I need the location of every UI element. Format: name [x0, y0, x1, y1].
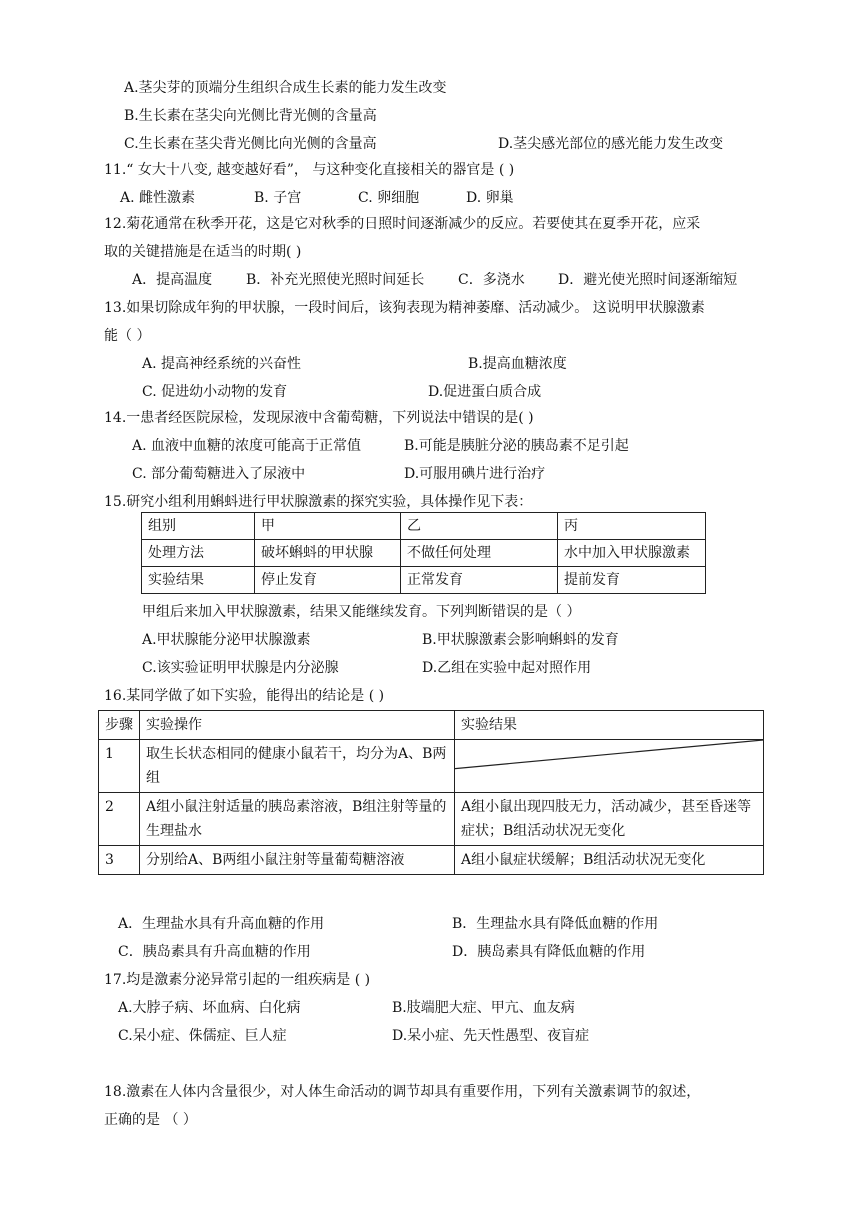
q18-stem-line1: 18.激素在人体内含量很少，对人体生命活动的调节却具有重要作用，下列有关激素调节的叙述，	[104, 1084, 701, 1100]
table-cell: 取生长状态相同的健康小鼠若干，均分为A、B两组	[140, 740, 455, 793]
table-cell-empty-diagonal	[455, 740, 764, 793]
q12-option-c: C．多浇水	[458, 272, 525, 288]
table-cell: 乙	[401, 513, 558, 540]
q13-stem-line1: 13.如果切除成年狗的甲状腺，一段时间后，该狗表现为精神萎靡、活动减少。 这说明甲状腺激素	[104, 300, 705, 316]
table-header-result: 实验结果	[455, 711, 764, 740]
table-header-operation: 实验操作	[140, 711, 455, 740]
table-cell: 甲	[255, 513, 401, 540]
q14-option-a: A. 血液中血糖的浓度可能高于正常值	[132, 438, 362, 454]
q11-option-c: C. 卵细胞	[358, 190, 420, 206]
table-row	[142, 513, 706, 540]
q17-option-d: D.呆小症、先天性愚型、夜盲症	[392, 1028, 590, 1044]
table-cell: 组别	[142, 513, 255, 540]
q12-option-a: A．提高温度	[132, 272, 213, 288]
table-row	[99, 711, 764, 740]
table-cell: 停止发育	[255, 567, 401, 594]
q17-option-b: B.肢端肥大症、甲亢、血友病	[392, 1000, 575, 1016]
q14-option-c: C. 部分葡萄糖进入了尿液中	[132, 466, 306, 482]
q16-option-a: A．生理盐水具有升高血糖的作用	[118, 916, 325, 932]
table-row	[142, 567, 706, 594]
table-cell: 提前发育	[558, 567, 706, 594]
q12-stem-line1: 12.菊花通常在秋季开花，这是它对秋季的日照时间逐渐减少的反应。若要使其在夏季开花，应采	[104, 216, 701, 232]
q15-option-b: B.甲状腺激素会影响蝌蚪的发育	[422, 632, 619, 648]
table-cell: 实验结果	[142, 567, 255, 594]
q15-after-text: 甲组后来加入甲状腺激素，结果又能继续发育。下列判断错误的是（ ）	[142, 604, 581, 620]
q15-option-c: C.该实验证明甲状腺是内分泌腺	[142, 660, 339, 676]
table-row	[99, 740, 764, 793]
table-cell: 处理方法	[142, 540, 255, 567]
q10-option-b: B.生长素在茎尖向光侧比背光侧的含量高	[124, 108, 377, 124]
table-cell: 破坏蝌蚪的甲状腺	[255, 540, 401, 567]
q14-stem: 14.一患者经医院尿检，发现尿液中含葡萄糖，下列说法中错误的是( )	[104, 410, 534, 426]
table-cell: A组小鼠出现四肢无力，活动减少，甚至昏迷等症状；B组活动状况无变化	[455, 793, 764, 846]
table-cell: 水中加入甲状腺激素	[558, 540, 706, 567]
q13-option-c: C. 促进幼小动物的发育	[142, 384, 288, 400]
table-header-step: 步骤	[99, 711, 140, 740]
q16-option-c: C．胰岛素具有升高血糖的作用	[118, 944, 311, 960]
q17-stem: 17.均是激素分泌异常引起的一组疾病是 ( )	[104, 972, 371, 988]
q17-option-c: C.呆小症、侏儒症、巨人症	[118, 1028, 287, 1044]
q10-option-d: D.茎尖感光部位的感光能力发生改变	[498, 136, 724, 152]
table-cell: 丙	[558, 513, 706, 540]
q12-stem-line2: 取的关键措施是在适当的时期( )	[104, 244, 302, 260]
q16-table	[98, 710, 764, 875]
table-cell: 正常发育	[401, 567, 558, 594]
q17-option-a: A.大脖子病、坏血病、白化病	[118, 1000, 301, 1016]
q18-stem-line2: 正确的是 （ ）	[104, 1112, 197, 1128]
q15-option-a: A.甲状腺能分泌甲状腺激素	[142, 632, 311, 648]
diagonal-line	[455, 740, 763, 792]
q13-option-b: B.提高血糖浓度	[468, 356, 567, 372]
q11-option-d: D. 卵巢	[466, 190, 514, 206]
q15-option-d: D.乙组在实验中起对照作用	[422, 660, 592, 676]
q11-stem: 11.“ 女大十八变, 越变越好看”， 与这种变化直接相关的器官是 ( )	[104, 162, 515, 178]
q12-option-d: D．避光使光照时间逐渐缩短	[558, 272, 738, 288]
q16-option-d: D．胰岛素具有降低血糖的作用	[452, 944, 646, 960]
table-cell: A组小鼠注射适量的胰岛素溶液，B组注射等量的生理盐水	[140, 793, 455, 846]
table-cell: 2	[99, 793, 140, 846]
table-cell: A组小鼠症状缓解；B组活动状况无变化	[455, 846, 764, 875]
q15-table	[141, 512, 706, 594]
table-row	[99, 846, 764, 875]
q15-stem: 15.研究小组利用蝌蚪进行甲状腺激素的探究实验，具体操作见下表：	[104, 494, 533, 510]
q11-option-b: B. 子宫	[254, 190, 302, 206]
q14-option-d: D.可服用碘片进行治疗	[404, 466, 546, 482]
q16-stem: 16.某同学做了如下实验，能得出的结论是 ( )	[104, 688, 385, 704]
q13-option-a: A. 提高神经系统的兴奋性	[142, 356, 302, 372]
table-cell: 1	[99, 740, 140, 793]
q13-stem-line2: 能（ ）	[104, 328, 151, 344]
q13-option-d: D.促进蛋白质合成	[428, 384, 542, 400]
table-cell: 3	[99, 846, 140, 875]
q11-option-a: A. 雌性激素	[120, 190, 196, 206]
q12-option-b: B．补充光照使光照时间延长	[246, 272, 425, 288]
table-row	[142, 540, 706, 567]
q14-option-b: B.可能是胰脏分泌的胰岛素不足引起	[404, 438, 629, 454]
table-row	[99, 793, 764, 846]
q10-option-a: A.茎尖芽的顶端分生组织合成生长素的能力发生改变	[124, 80, 447, 96]
table-cell: 分别给A、B两组小鼠注射等量葡萄糖溶液	[140, 846, 455, 875]
q10-option-c: C.生长素在茎尖背光侧比向光侧的含量高	[124, 136, 377, 152]
table-cell: 不做任何处理	[401, 540, 558, 567]
q16-option-b: B．生理盐水具有降低血糖的作用	[452, 916, 659, 932]
